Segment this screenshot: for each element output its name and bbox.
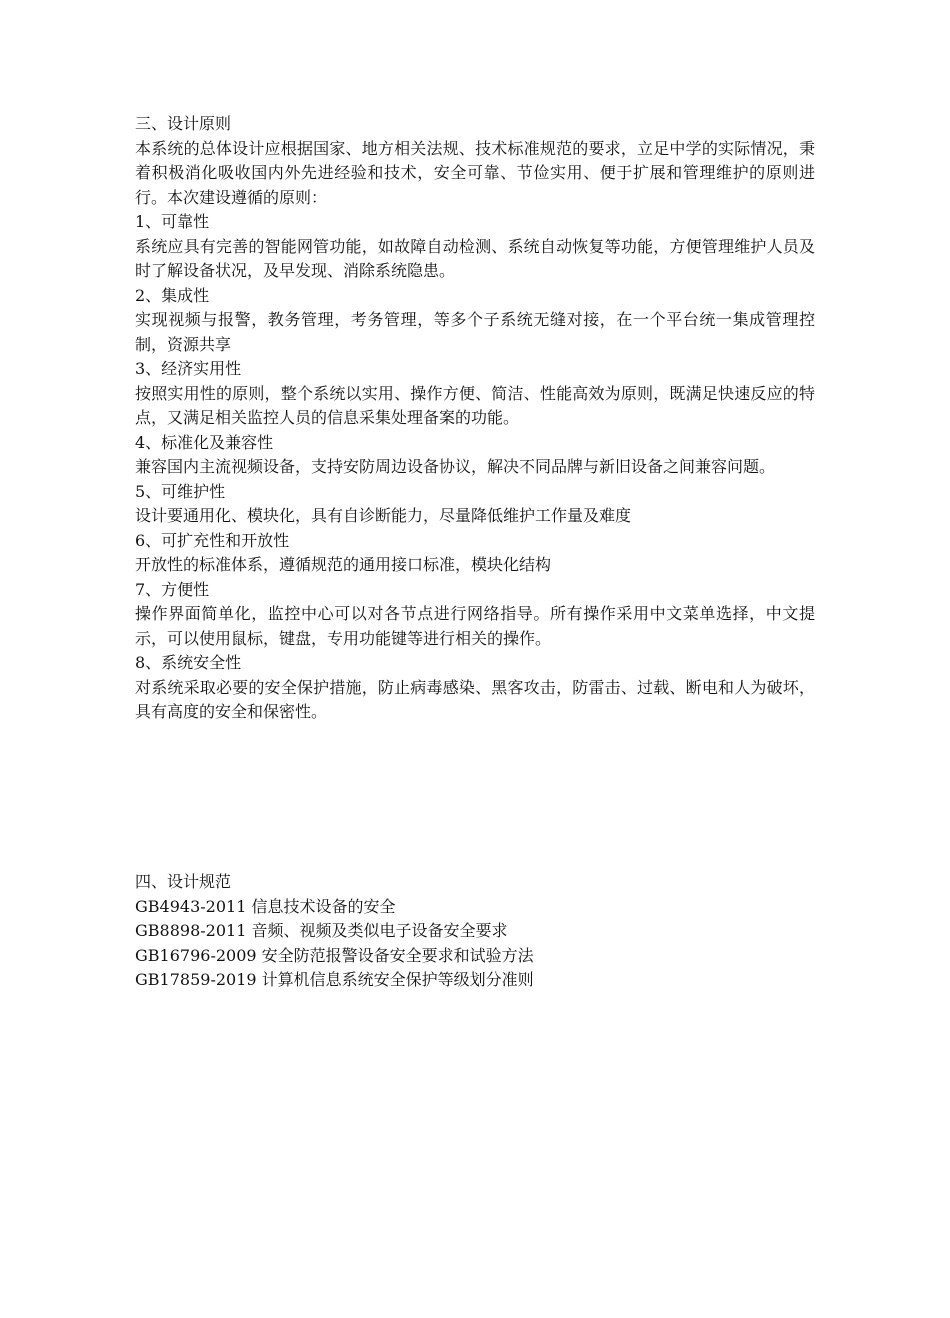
section-heading: 三、设计原则	[135, 114, 232, 133]
principle-title-extensibility: 6、可扩充性和开放性	[135, 530, 290, 550]
principle-text-reliability: 系统应具有完善的智能网管功能，如故障自动检测、系统自动恢复等功能，方便管理维护人员及时了解设备状况，及早发现、消除系统隐患。	[135, 236, 815, 280]
principle-text-economy: 按照实用性的原则，整个系统以实用、操作方便、简洁、性能高效为原则，既满足快速反应的特点，又满足相关监控人员的信息采集处理备案的功能。	[135, 383, 815, 427]
principle-title-compatibility: 4、标准化及兼容性	[135, 432, 274, 452]
principle-text-convenience: 操作界面简单化，监控中心可以对各节点进行网络指导。所有操作采用中文菜单选择，中文提示，可以使用鼠标，键盘，专用功能键等进行相关的操作。	[135, 604, 815, 648]
principle-title-convenience: 7、方便性	[135, 579, 210, 599]
principle-title-reliability: 1、可靠性	[135, 212, 210, 231]
design-principles-section	[135, 112, 815, 725]
principle-text-compatibility: 兼容国内主流视频设备，支持安防周边设备协议，解决不同品牌与新旧设备之间兼容问题。	[135, 457, 776, 476]
design-specs-section	[135, 870, 815, 993]
principle-text-integration: 实现视频与报警，教务管理，考务管理，等多个子系统无缝对接，在一个平台统一集成管理控制，资源共享	[135, 310, 815, 354]
principle-title-security: 8、系统安全性	[135, 653, 242, 672]
spec-item: GB8898-2011 音频、视频及类似电子设备安全要求	[135, 921, 508, 940]
intro-paragraph: 本系统的总体设计应根据国家、地方相关法规、技术标准规范的要求，立足中学的实际情况，秉着积极消化吸收国内外先进经验和技术，安全可靠、节俭实用、便于扩展和管理维护的原则进行。本次建设遵循的原则：	[135, 138, 815, 207]
principle-text-extensibility: 开放性的标准体系，遵循规范的通用接口标准，模块化结构	[135, 555, 552, 574]
principle-text-security: 对系统采取必要的安全保护措施，防止病毒感染、黑客攻击，防雷击、过载、断电和人为破坏，具有高度的安全和保密性。	[135, 677, 815, 721]
spec-item: GB16796-2009 安全防范报警设备安全要求和试验方法	[135, 945, 534, 965]
principle-title-integration: 2、集成性	[135, 285, 210, 305]
principle-title-economy: 3、经济实用性	[135, 359, 242, 378]
spec-item: GB17859-2019 计算机信息系统安全保护等级划分准则	[135, 970, 534, 989]
spec-item: GB4943-2011 信息技术设备的安全	[135, 896, 396, 916]
section-heading: 四、设计规范	[135, 872, 232, 891]
principle-title-maintainability: 5、可维护性	[135, 481, 226, 501]
principle-text-maintainability: 设计要通用化、模块化，具有自诊断能力，尽量降低维护工作量及难度	[135, 506, 632, 525]
